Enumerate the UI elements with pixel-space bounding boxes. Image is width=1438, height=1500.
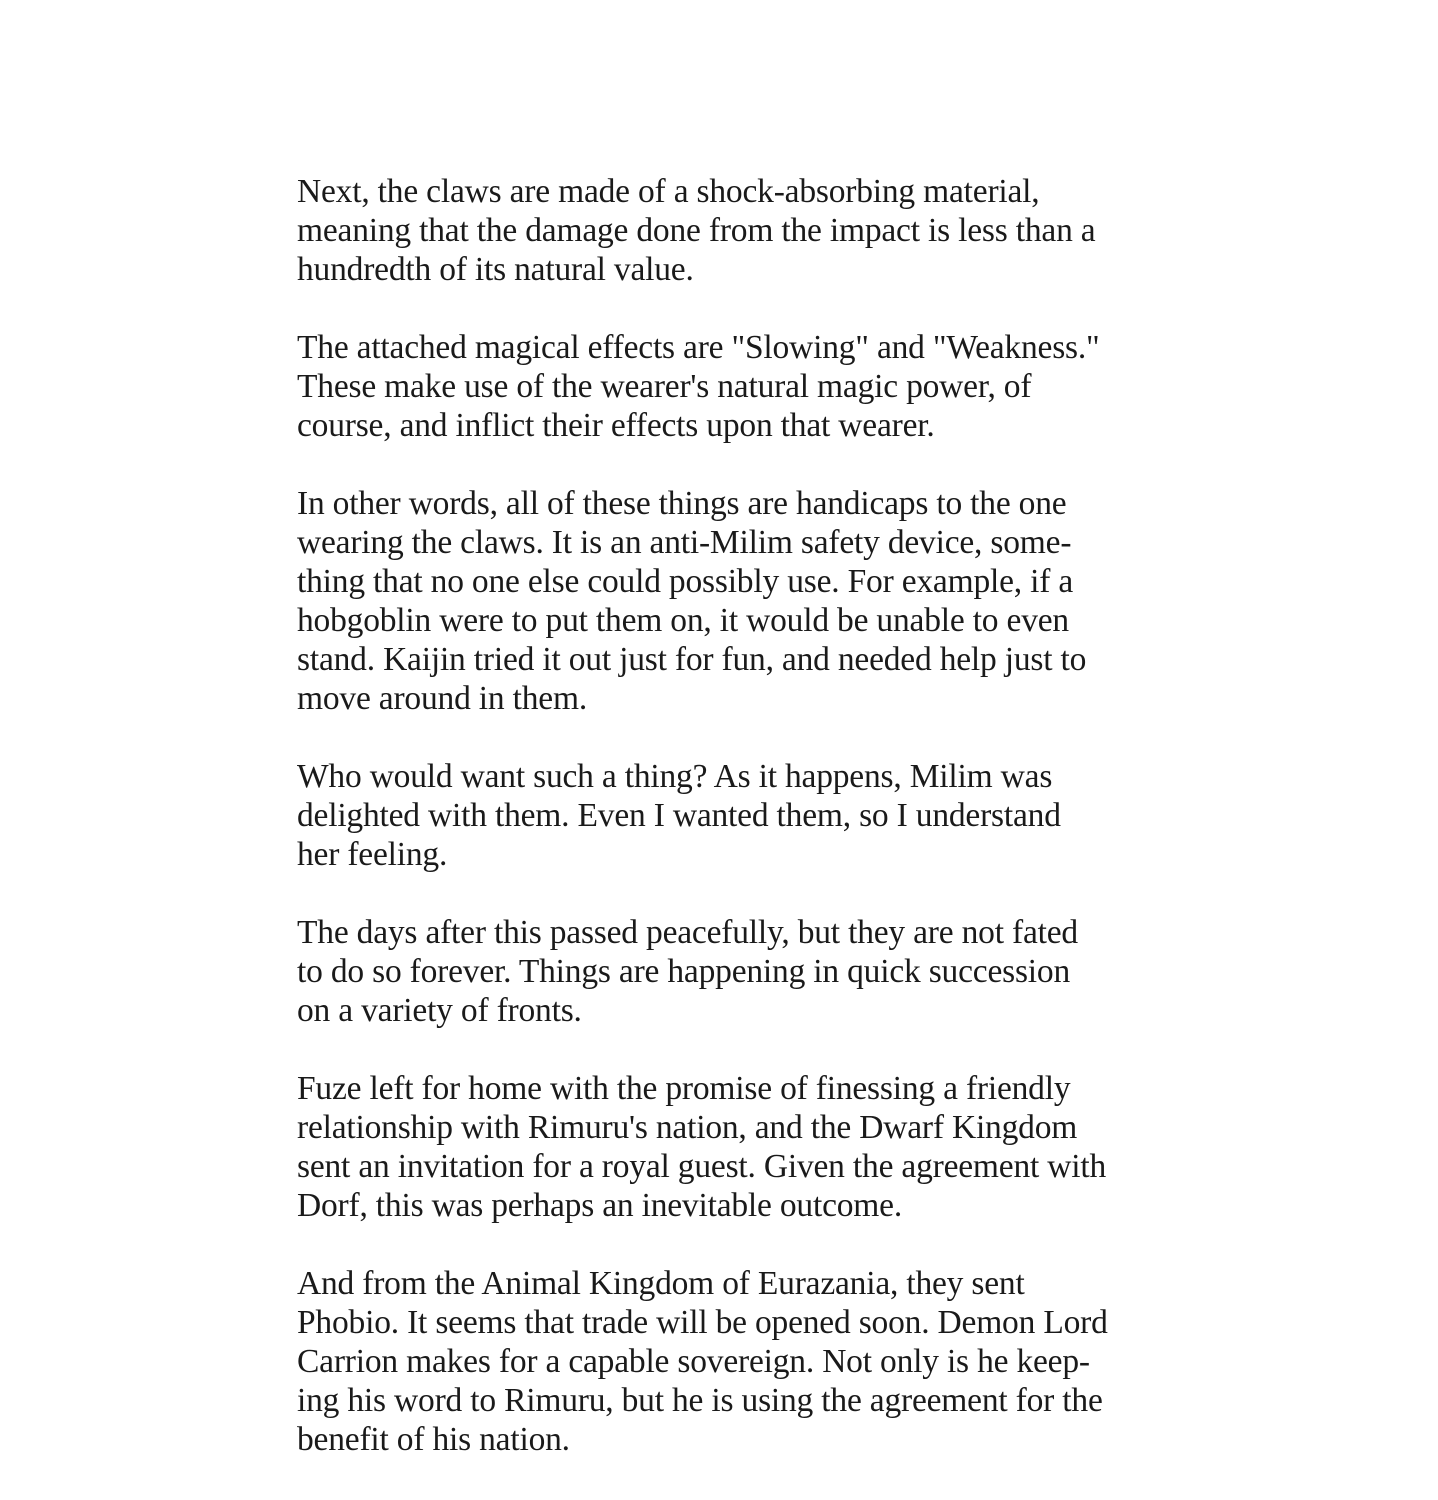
text-line: delighted with them. Even I wanted them, so I understand <box>297 797 1061 834</box>
text-line: And from the Animal Kingdom of Eurazania, they sent <box>297 1265 1025 1302</box>
text-line: sent an invitation for a royal guest. Given the agreement with <box>297 1148 1107 1185</box>
text-line: stand. Kaijin tried it out just for fun, and needed help just to <box>297 641 1087 678</box>
text-line: benefit of his nation. <box>297 1421 570 1458</box>
text-line: to do so forever. Things are happening in quick succession <box>297 953 1071 990</box>
text-line: on a variety of fronts. <box>297 992 582 1029</box>
text-line: hobgoblin were to put them on, it would be unable to even <box>297 602 1069 639</box>
text-line: Next, the claws are made of a shock-absorbing material, <box>297 173 1040 210</box>
text-line: Who would want such a thing? As it happens, Milim was <box>297 758 1053 795</box>
document-page <box>297 172 1167 1498</box>
text-line: meaning that the damage done from the impact is less than a <box>297 212 1096 249</box>
text-line: Dorf, this was perhaps an inevitable outcome. <box>297 1187 902 1224</box>
text-line: The days after this passed peacefully, but they are not fated <box>297 914 1078 951</box>
text-line: thing that no one else could possibly use. For example, if a <box>297 563 1074 600</box>
paragraph-1 <box>297 172 1167 289</box>
text-line: The attached magical effects are "Slowing" and "Weakness." <box>297 329 1100 366</box>
text-line: These make use of the wearer's natural magic power, of <box>297 368 1032 405</box>
paragraph-7 <box>297 1264 1167 1459</box>
paragraph-2 <box>297 328 1167 445</box>
text-line: In other words, all of these things are handicaps to the one <box>297 485 1067 522</box>
text-line: ing his word to Rimuru, but he is using the agreement for the <box>297 1382 1103 1419</box>
text-line: hundredth of its natural value. <box>297 251 694 288</box>
text-line: relationship with Rimuru's nation, and the Dwarf Kingdom <box>297 1109 1078 1146</box>
paragraph-5 <box>297 913 1167 1030</box>
paragraph-4 <box>297 757 1167 874</box>
text-line: Carrion makes for a capable sovereign. Not only is he keep- <box>297 1343 1090 1380</box>
text-line: course, and inflict their effects upon that wearer. <box>297 407 935 444</box>
paragraph-6 <box>297 1069 1167 1225</box>
text-line: move around in them. <box>297 680 587 717</box>
text-line: her feeling. <box>297 836 448 873</box>
text-line: wearing the claws. It is an anti-Milim safety device, some- <box>297 524 1072 561</box>
paragraph-3 <box>297 484 1167 718</box>
text-line: Phobio. It seems that trade will be opened soon. Demon Lord <box>297 1304 1108 1341</box>
text-line: Fuze left for home with the promise of finessing a friendly <box>297 1070 1071 1107</box>
